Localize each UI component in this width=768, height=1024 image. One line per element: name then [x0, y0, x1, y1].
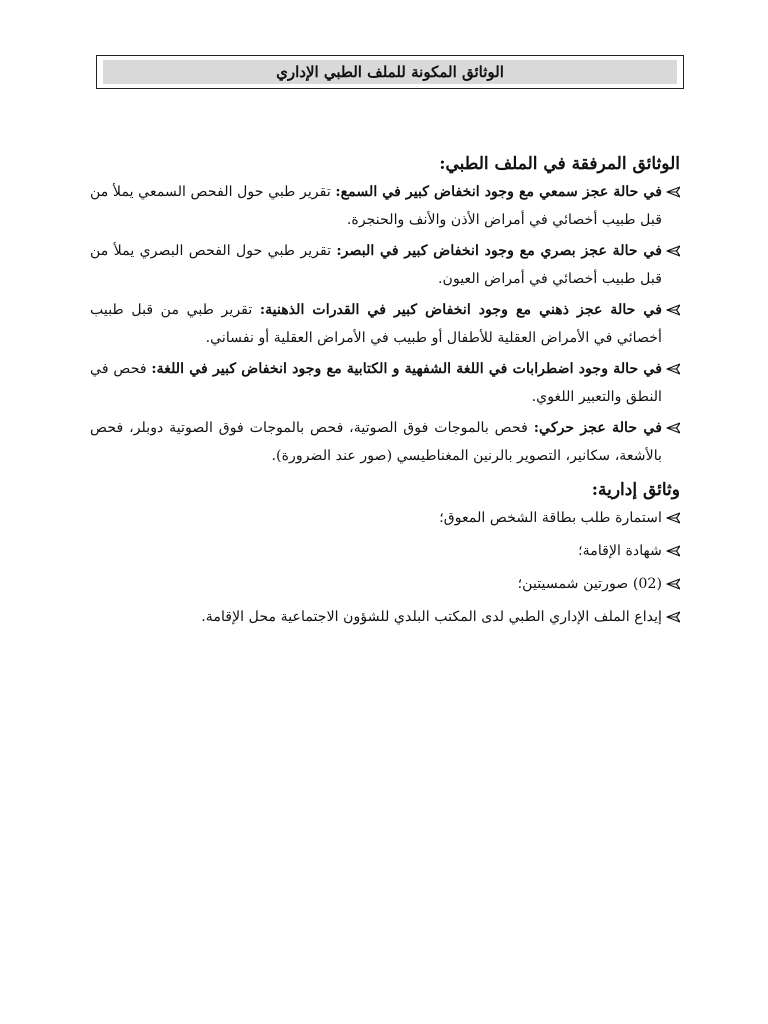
list-item: [90, 414, 680, 470]
paper-plane-arrow-icon: [666, 356, 680, 382]
list-item: [90, 355, 680, 411]
paper-plane-arrow-icon: [666, 604, 680, 630]
item-lead: في حالة وجود اضطرابات في اللغة الشفهية و الكتابية مع وجود انخفاض كبير في اللغة:: [151, 361, 662, 377]
paper-plane-arrow-icon: [666, 179, 680, 205]
paper-plane-arrow-icon: [666, 238, 680, 264]
paper-plane-arrow-icon: [666, 571, 680, 597]
page-title: الوثائق المكونة للملف الطبي الإداري: [276, 63, 504, 81]
item-lead: في حالة عجز ذهني مع وجود انخفاض كبير في القدرات الذهنية:: [259, 302, 663, 318]
item-text: إيداع الملف الإداري الطبي لدى المكتب البلدي للشؤون الاجتماعية محل الإقامة.: [201, 609, 662, 625]
item-text: فحص بالموجات فوق الصوتية، فحص بالموجات فوق الصوتية دوبلر، فحص بالأشعة، سكانير، التصوير بالرنين المغناطيسي (صور عند الضرورة).: [90, 420, 662, 464]
paper-plane-arrow-icon: [666, 505, 680, 531]
item-text: فحص في النطق والتعبير اللغوي.: [90, 361, 662, 405]
list-item: [90, 537, 680, 565]
title-box: [96, 55, 684, 89]
document-body: [90, 150, 680, 636]
list-item: [90, 237, 680, 293]
list-item: [90, 296, 680, 352]
list-item: [90, 504, 680, 532]
item-lead: في حالة عجز حركي:: [533, 420, 662, 436]
item-lead: في حالة عجز بصري مع وجود انخفاض كبير في البصر:: [336, 243, 662, 259]
item-text: تقرير طبي من قبل طبيب أخصائي في الأمراض العقلية للأطفال أو طبيب في الأمراض العقلية أو نفساني.: [90, 302, 662, 346]
medical-documents-heading: الوثائق المرفقة في الملف الطبي:: [439, 154, 680, 174]
title-band: [103, 60, 677, 84]
administrative-documents-heading: وثائق إدارية:: [591, 480, 680, 500]
item-lead: في حالة عجز سمعي مع وجود انخفاض كبير في السمع:: [335, 184, 662, 200]
paper-plane-arrow-icon: [666, 415, 680, 441]
item-text: (02) صورتين شمسيتين؛: [517, 576, 662, 592]
list-item: [90, 570, 680, 598]
item-text: تقرير طبي حول الفحص السمعي يملأ من قبل طبيب أخصائي في أمراض الأذن والأنف والحنجرة.: [90, 184, 662, 228]
paper-plane-arrow-icon: [666, 297, 680, 323]
item-text: شهادة الإقامة؛: [578, 543, 662, 559]
administrative-documents-list: [90, 504, 680, 631]
list-item: [90, 178, 680, 234]
item-text: استمارة طلب بطاقة الشخص المعوق؛: [439, 510, 662, 526]
item-text: تقرير طبي حول الفحص البصري يملأ من قبل طبيب أخصائي في أمراض العيون.: [90, 243, 662, 287]
list-item: [90, 603, 680, 631]
medical-documents-list: [90, 178, 680, 470]
paper-plane-arrow-icon: [666, 538, 680, 564]
